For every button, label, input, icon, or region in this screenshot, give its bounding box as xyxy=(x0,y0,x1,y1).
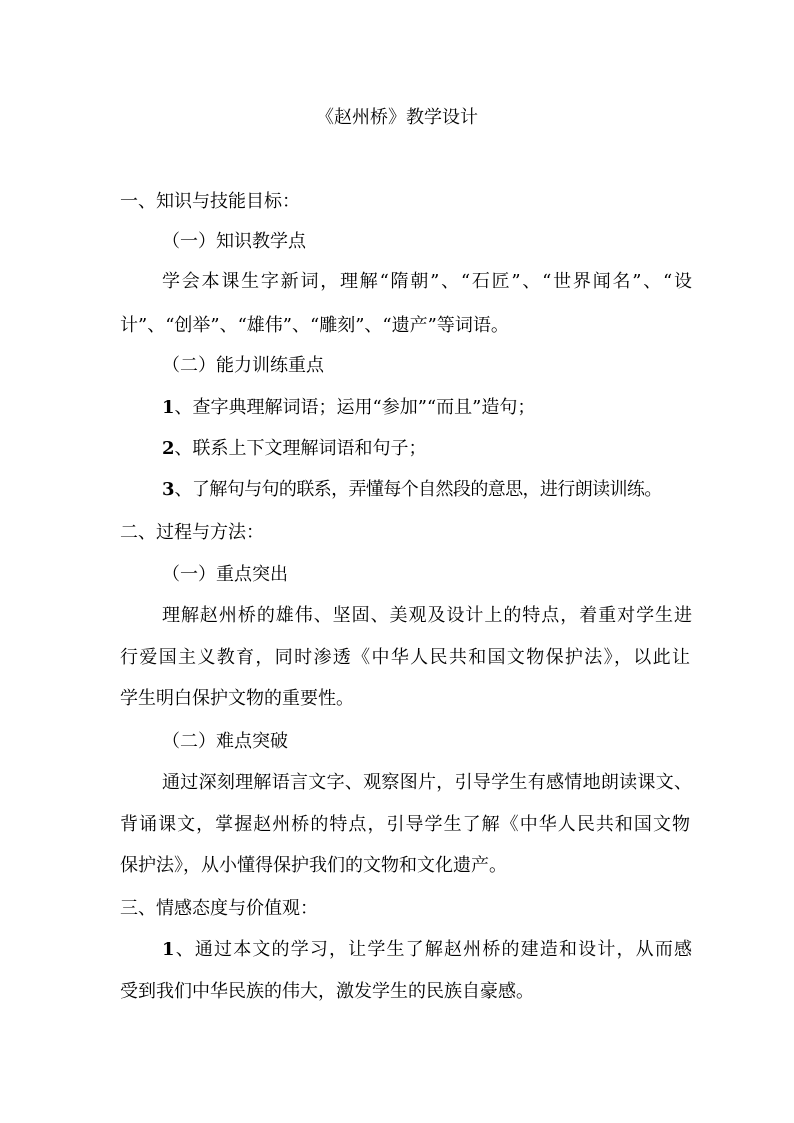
list-item xyxy=(162,437,692,461)
section-heading-knowledge-skills: 一、知识与技能目标： xyxy=(120,191,300,212)
section-heading-process-method: 二、过程与方法： xyxy=(120,522,264,543)
list-item xyxy=(162,938,692,962)
subsection-heading-knowledge-points: （一）知识教学点 xyxy=(162,231,306,252)
list-item-number: 1 xyxy=(162,939,175,960)
list-item-number: 2 xyxy=(162,438,175,459)
subsection-heading-difficulty: （二）难点突破 xyxy=(162,731,288,752)
list-item-text: 、了解句与句的联系，弄懂每个自然段的意思，进行朗读训练。 xyxy=(174,479,662,500)
list-item-number: 1 xyxy=(162,397,175,418)
list-item xyxy=(162,478,722,502)
list-item-text: 、查字典理解词语；运用“参加”“而且”造句； xyxy=(174,397,536,418)
subsection-heading-key-points: （一）重点突出 xyxy=(162,564,288,585)
list-item-number: 3 xyxy=(162,479,175,500)
paragraph-line: 通过深刻理解语言文字、观察图片，引导学生有感情地朗读课文、 xyxy=(162,772,692,793)
paragraph-line: 学生明白保护文物的重要性。 xyxy=(120,688,354,709)
list-item xyxy=(162,396,692,420)
paragraph-line: 受到我们中华民族的伟大，激发学生的民族自豪感。 xyxy=(120,981,534,1002)
section-heading-emotion-values: 三、情感态度与价值观： xyxy=(120,898,318,919)
paragraph-line: 行爱国主义教育，同时渗透《中华人民共和国文物保护法》，以此让 xyxy=(120,647,690,668)
paragraph-line: 理解赵州桥的雄伟、坚固、美观及设计上的特点，着重对学生进 xyxy=(162,605,692,626)
paragraph-line: 学会本课生字新词，理解“隋朝”、“石匠”、“世界闻名”、“设 xyxy=(162,271,692,292)
list-item-text: 、联系上下文理解词语和句子； xyxy=(174,438,427,459)
document-title: 《赵州桥》教学设计 xyxy=(316,107,478,128)
paragraph-line: 背诵课文，掌握赵州桥的特点，引导学生了解《中华人民共和国文物 xyxy=(120,814,690,835)
list-item-text: 、通过本文的学习，让学生了解赵州桥的建造和设计，从而感 xyxy=(174,939,692,960)
subsection-heading-ability-training: （二）能力训练重点 xyxy=(162,355,324,376)
paragraph-line: 保护法》，从小懂得保护我们的文物和文化遗产。 xyxy=(120,855,507,876)
paragraph-line: 计”、“创举”、“雄伟”、“雕刻”、“遗产”等词语。 xyxy=(120,315,509,336)
